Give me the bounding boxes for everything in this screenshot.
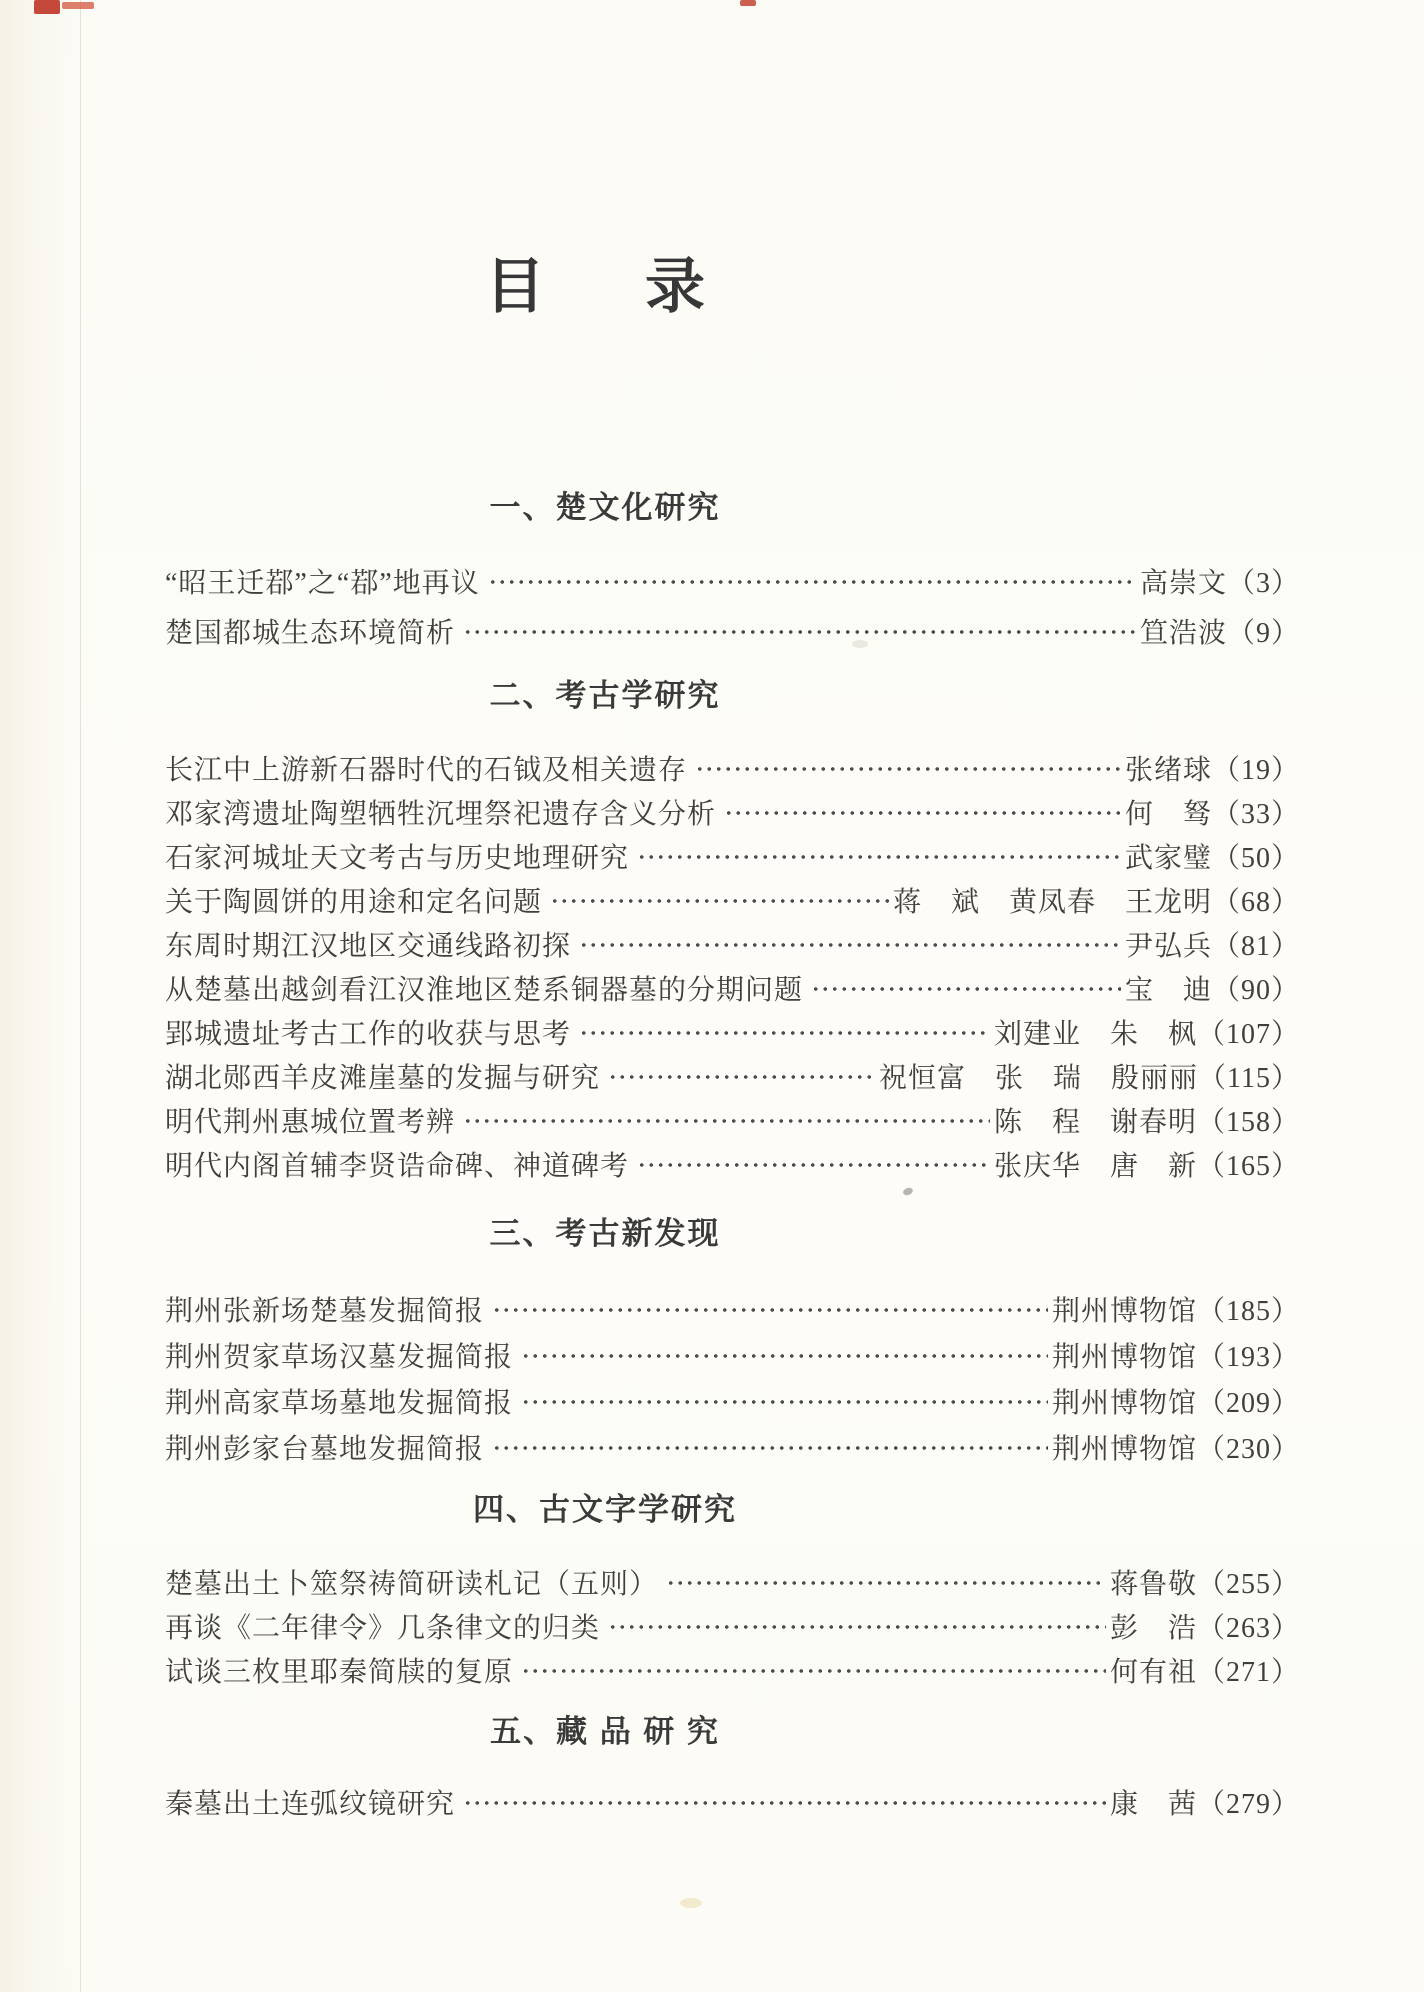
entry-page-number: （90） (1211, 975, 1300, 1006)
entry-page-number: （165） (1196, 1151, 1300, 1182)
entry-authors: 陈 程 谢春明 (993, 1107, 1197, 1138)
entry-title: 明代荆州惠城位置考辨 (165, 1107, 456, 1138)
toc-entry (165, 1648, 1300, 1692)
dot-leader (463, 626, 1136, 638)
section-heading: 二、考古学研究 (489, 678, 721, 713)
dot-leader (724, 807, 1121, 819)
entry-byline (1052, 1335, 1300, 1375)
toc-section (165, 1714, 1300, 1824)
entry-title: 明代内阁首辅李贤诰命碑、神道碑考 (165, 1151, 630, 1182)
toc-entry (165, 1286, 1300, 1332)
entry-title: 邓家湾遗址陶塑牺牲沉埋祭祀遗存含义分析 (165, 799, 717, 830)
page-title: 目 录 (485, 253, 725, 320)
dot-leader (550, 895, 889, 907)
entry-page-number: （107） (1196, 1019, 1300, 1050)
entry-byline (1052, 1381, 1300, 1421)
toc-entry (165, 1098, 1300, 1142)
dot-leader (695, 763, 1121, 775)
entry-authors: 张绪球 (1124, 755, 1212, 786)
toc-entry (165, 878, 1300, 922)
entry-title: 湖北郧西羊皮滩崖墓的发掘与研究 (165, 1063, 601, 1094)
entry-authors: 张庆华 唐 新 (993, 1151, 1197, 1182)
entry-title: 楚国都城生态环境简析 (165, 618, 456, 649)
entry-byline (1140, 611, 1300, 651)
entry-title: 荆州彭家台墓地发掘简报 (165, 1434, 485, 1465)
toc-entry (165, 790, 1300, 834)
section-entries (165, 1286, 1300, 1470)
section-heading: 一、楚文化研究 (489, 490, 721, 525)
entry-authors: 蒋鲁敬 (1109, 1569, 1197, 1600)
entry-byline (1110, 1606, 1300, 1646)
entry-byline (1125, 968, 1300, 1008)
entry-page-number: （230） (1196, 1434, 1300, 1465)
entry-title: 东周时期江汉地区交通线路初探 (165, 931, 572, 962)
entry-page-number: （158） (1196, 1107, 1300, 1138)
dot-leader (637, 1159, 990, 1171)
entry-byline (1125, 924, 1300, 964)
page-gutter-shading (0, 0, 81, 1992)
entry-page-number: （68） (1211, 887, 1300, 918)
entry-title: 再谈《二年律令》几条律文的归类 (165, 1613, 601, 1644)
scan-speck (680, 1898, 702, 1908)
section-entries (165, 556, 1300, 656)
dot-leader (608, 1071, 875, 1083)
entry-authors: 刘建业 朱 枫 (993, 1019, 1197, 1050)
entry-authors: 彭 浩 (1109, 1613, 1197, 1644)
entry-byline (1110, 1562, 1300, 1602)
entry-title: 石家河城址天文考古与历史地理研究 (165, 843, 630, 874)
dot-leader (666, 1577, 1106, 1589)
entry-page-number: （271） (1196, 1657, 1300, 1688)
toc-entry (165, 1604, 1300, 1648)
section-entries (165, 746, 1300, 1186)
entry-authors: 荆州博物馆 (1051, 1434, 1197, 1465)
entry-byline (1110, 1650, 1300, 1690)
dot-leader (579, 939, 1121, 951)
entry-authors: 荆州博物馆 (1051, 1388, 1197, 1419)
entry-title: 郢城遗址考古工作的收获与思考 (165, 1019, 572, 1050)
entry-byline (1125, 792, 1300, 832)
dot-leader (811, 983, 1121, 995)
entry-authors: 蒋 斌 黄凤春 王龙明 (892, 887, 1212, 918)
entry-byline (1125, 748, 1300, 788)
entry-byline (1140, 561, 1300, 601)
entry-byline (1110, 1782, 1300, 1822)
entry-title: 荆州贺家草场汉墓发掘简报 (165, 1342, 514, 1373)
entry-page-number: （263） (1196, 1613, 1300, 1644)
entry-page-number: （3） (1226, 568, 1300, 599)
entry-page-number: （193） (1196, 1342, 1300, 1373)
entry-byline (893, 880, 1300, 920)
entry-page-number: （185） (1196, 1296, 1300, 1327)
entry-page-number: （50） (1211, 843, 1300, 874)
dot-leader (463, 1797, 1106, 1809)
entry-page-number: （81） (1211, 931, 1300, 962)
entry-authors: 祝恒富 张 瑞 殷丽丽 (879, 1063, 1199, 1094)
entry-byline (1052, 1427, 1300, 1467)
entry-title: 荆州张新场楚墓发掘简报 (165, 1296, 485, 1327)
section-heading: 四、古文字学研究 (473, 1492, 737, 1527)
entry-title: 关于陶圆饼的用途和定名问题 (165, 887, 543, 918)
entry-title: 从楚墓出越剑看江汉淮地区楚系铜器墓的分期问题 (165, 975, 804, 1006)
entry-page-number: （115） (1198, 1063, 1300, 1094)
entry-page-number: （9） (1226, 618, 1300, 649)
entry-authors: 荆州博物馆 (1051, 1342, 1197, 1373)
dot-leader (463, 1115, 990, 1127)
entry-authors: 笪浩波 (1139, 618, 1227, 649)
toc-section (165, 490, 1300, 656)
entry-page-number: （255） (1196, 1569, 1300, 1600)
toc-entry (165, 834, 1300, 878)
entry-authors: 康 茜 (1109, 1789, 1197, 1820)
toc-entry (165, 1378, 1300, 1424)
section-heading: 五、藏 品 研 究 (490, 1714, 720, 1749)
toc-entry (165, 606, 1300, 656)
entry-byline (994, 1144, 1300, 1184)
dot-leader (488, 576, 1136, 588)
entry-byline (1052, 1289, 1300, 1329)
entry-authors: 荆州博物馆 (1051, 1296, 1197, 1327)
toc-entry (165, 966, 1300, 1010)
toc-entry (165, 746, 1300, 790)
entry-authors: 何 驽 (1124, 799, 1212, 830)
toc-entry (165, 1560, 1300, 1604)
entry-page-number: （19） (1211, 755, 1300, 786)
entry-authors: 高崇文 (1139, 568, 1227, 599)
entry-title: 楚墓出土卜筮祭祷简研读札记（五则） (165, 1569, 659, 1600)
toc-entry (165, 922, 1300, 966)
entry-page-number: （33） (1211, 799, 1300, 830)
dot-leader (492, 1304, 1048, 1316)
scan-red-mark (62, 2, 94, 9)
entry-byline (1125, 836, 1300, 876)
section-entries (165, 1560, 1300, 1692)
toc-entry (165, 1780, 1300, 1824)
scan-red-mark (34, 0, 60, 14)
entry-byline (994, 1100, 1300, 1140)
dot-leader (521, 1665, 1106, 1677)
dot-leader (492, 1442, 1048, 1454)
entry-title: “昭王迁鄀”之“鄀”地再议 (165, 568, 480, 599)
entry-title: 荆州高家草场墓地发掘简报 (165, 1388, 514, 1419)
toc-section (165, 678, 1300, 1186)
entry-authors: 宝 迪 (1124, 975, 1212, 1006)
entry-authors: 何有祖 (1109, 1657, 1197, 1688)
entry-authors: 尹弘兵 (1124, 931, 1212, 962)
dot-leader (521, 1350, 1048, 1362)
toc-section (165, 1492, 1300, 1692)
entry-byline (879, 1056, 1300, 1096)
toc-entry (165, 1054, 1300, 1098)
dot-leader (608, 1621, 1106, 1633)
entry-title: 秦墓出土连弧纹镜研究 (165, 1789, 456, 1820)
entry-page-number: （209） (1196, 1388, 1300, 1419)
toc-section (165, 1216, 1300, 1470)
entry-page-number: （279） (1196, 1789, 1300, 1820)
toc-sections (165, 490, 1300, 1824)
toc-entry (165, 556, 1300, 606)
dot-leader (579, 1027, 990, 1039)
toc-entry (165, 1142, 1300, 1186)
entry-authors: 武家璧 (1124, 843, 1212, 874)
section-entries (165, 1780, 1300, 1824)
entry-title: 试谈三枚里耶秦简牍的复原 (165, 1657, 514, 1688)
section-heading: 三、考古新发现 (489, 1216, 721, 1251)
dot-leader (521, 1396, 1048, 1408)
entry-byline (994, 1012, 1300, 1052)
toc-entry (165, 1332, 1300, 1378)
toc-entry (165, 1010, 1300, 1054)
dot-leader (637, 851, 1121, 863)
toc-content (165, 0, 1300, 1824)
toc-entry (165, 1424, 1300, 1470)
entry-title: 长江中上游新石器时代的石钺及相关遗存 (165, 755, 688, 786)
